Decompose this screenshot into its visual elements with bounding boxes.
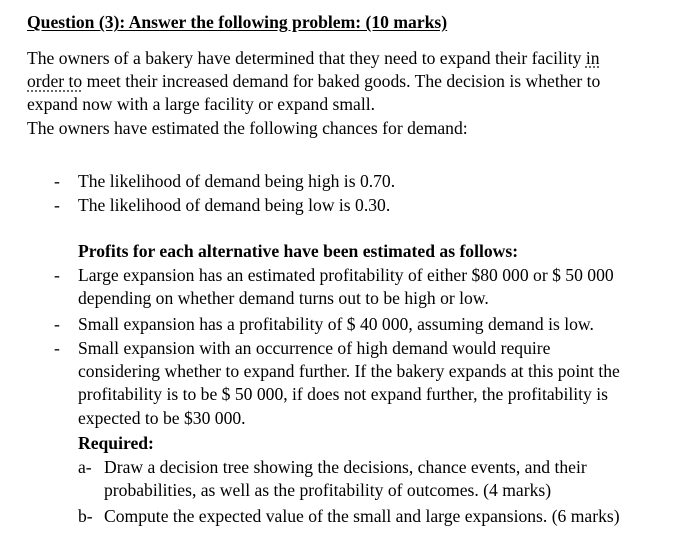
profit-line: Large expansion has an estimated profitability of either $80 000 or $ 50 000 (78, 265, 614, 285)
profit-line: profitability is to be $ 50 000, if does not expand further, the profitability is (78, 384, 608, 405)
required-line: probabilities, as well as the profitability of outcomes. (4 marks) (104, 480, 552, 501)
intro-line-1 (27, 47, 677, 70)
bullet-dash: - (54, 338, 60, 358)
profit-line: considering whether to expand further. If the bakery expands at this point the (78, 361, 620, 382)
intro-line-2-text: meet their increased demand for baked goods. The decision is whether to (82, 71, 601, 92)
question-title: Question (3): Answer the following problem: (10 marks) (27, 12, 448, 32)
required-heading-text: Required: (78, 433, 154, 453)
required-b-label: b- (78, 506, 93, 526)
profit-line: depending on whether demand turns out to be high or low. (78, 288, 489, 309)
profits-heading-text: Profits for each alternative have been estimated as follows: (78, 241, 519, 261)
bullet-dash: - (54, 314, 60, 334)
intro-line-3: expand now with a large facility or expand small. (27, 94, 376, 115)
profit-large-expansion (78, 264, 678, 310)
chance-low-text: The likelihood of demand being low is 0.30. (78, 195, 391, 215)
chance-low (78, 194, 678, 217)
intro-line-2-flagged-phrase: order to (27, 71, 83, 92)
intro-line-2 (27, 70, 677, 93)
intro-line-1-text: The owners of a bakery have determined that they need to expand their facility (27, 48, 586, 68)
intro-line-4: The owners have estimated the following chances for demand: (27, 117, 468, 138)
required-b (104, 505, 620, 528)
bullet-dash: - (54, 195, 60, 215)
chance-high (78, 170, 678, 193)
chance-high-text: The likelihood of demand being high is 0.70. (78, 171, 396, 191)
intro-line-1-flagged-word: in (585, 48, 600, 68)
intro-paragraph (27, 47, 677, 140)
profit-line: expected to be $30 000. (78, 407, 246, 428)
profit-small-expansion-high (78, 337, 678, 430)
bullet-dash: - (54, 171, 60, 191)
required-line: Compute the expected value of the small and large expansions. (6 marks) (104, 506, 620, 526)
required-line: Draw a decision tree showing the decisions, chance events, and their (104, 457, 587, 477)
required-heading (78, 432, 678, 455)
required-a (104, 456, 587, 502)
profits-heading (78, 240, 678, 263)
profit-line: Small expansion has a profitability of $ 40 000, assuming demand is low. (78, 314, 594, 334)
required-a-label: a- (78, 457, 92, 477)
profit-line: Small expansion with an occurrence of high demand would require (78, 338, 551, 358)
bullet-dash: - (54, 265, 60, 285)
profit-small-expansion-low (78, 313, 678, 336)
